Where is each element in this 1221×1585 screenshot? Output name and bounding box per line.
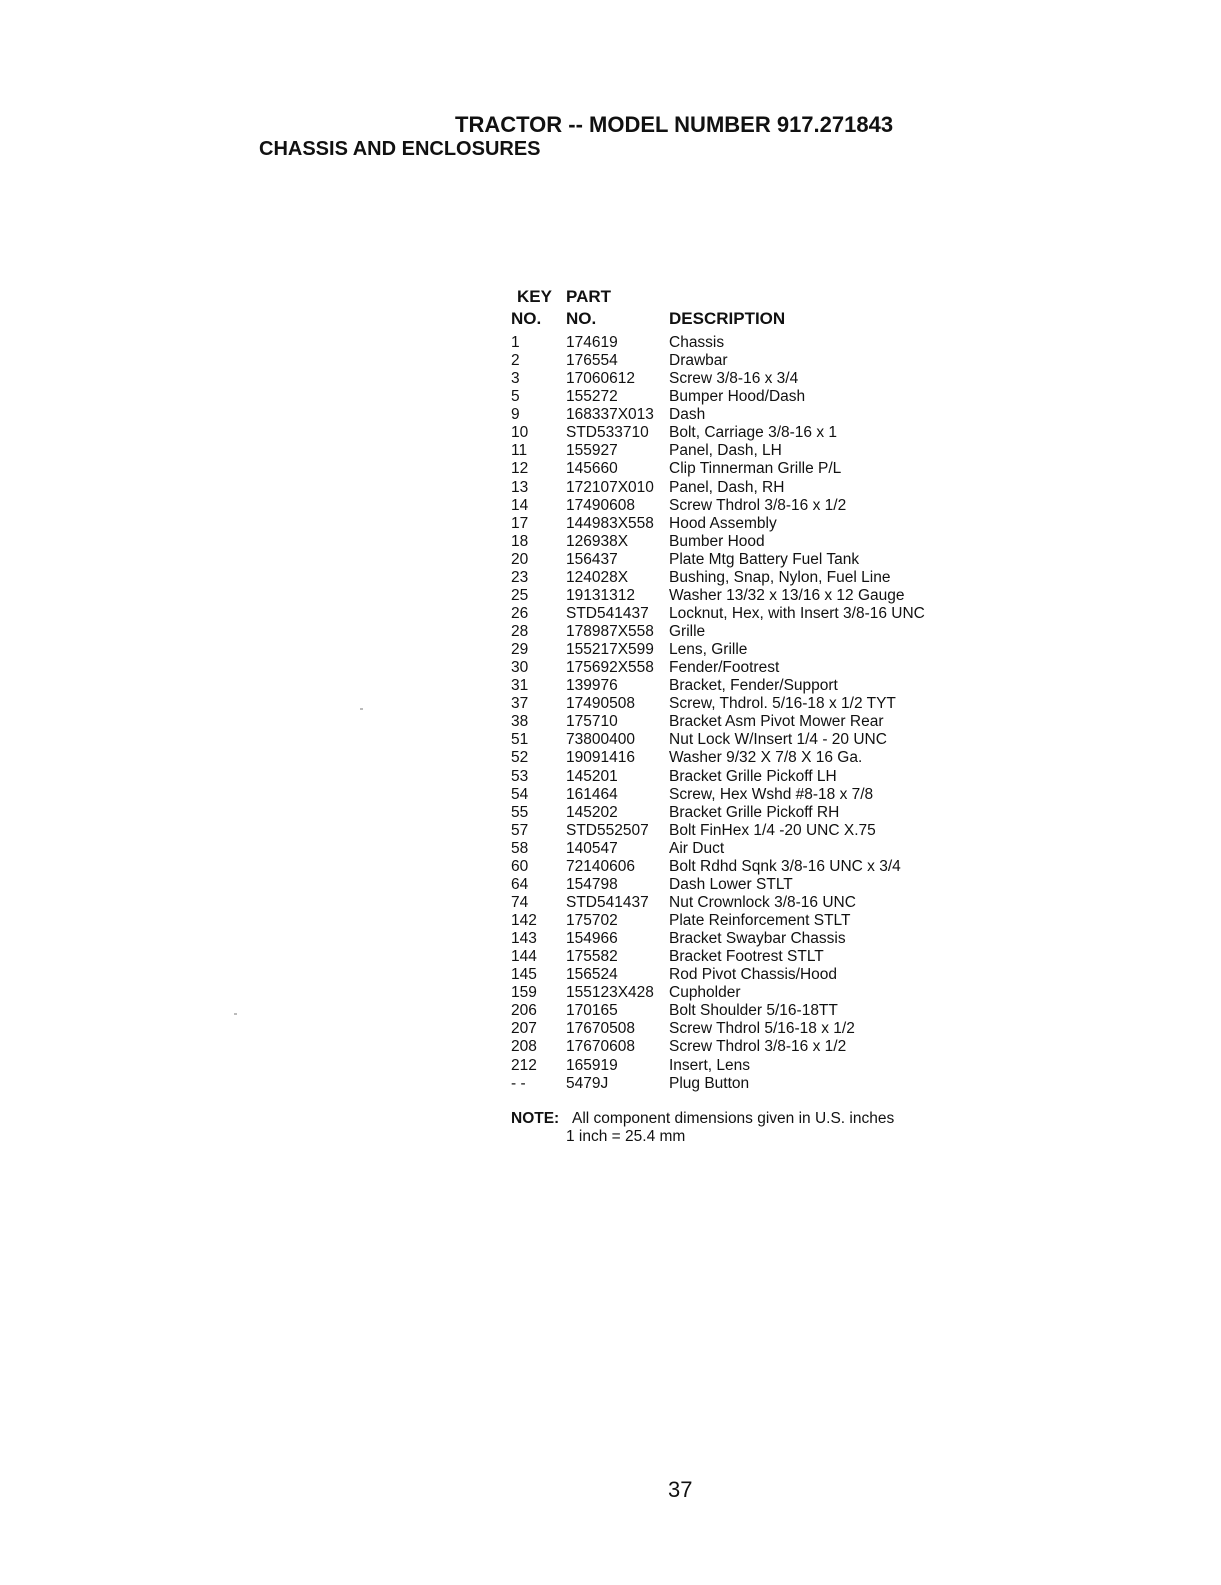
table-row <box>511 894 925 912</box>
part-number-cell: 155123X428 <box>566 984 654 1002</box>
description-cell: Grille <box>669 623 706 640</box>
key-number-cell: 38 <box>511 713 529 731</box>
description-cell: Drawbar <box>669 352 728 370</box>
part-number-cell: 145202 <box>566 803 618 821</box>
key-number-cell: 5 <box>511 388 520 406</box>
part-number-cell: 17670608 <box>566 1038 635 1056</box>
description-cell: Bumber Hood <box>669 532 765 550</box>
table-row <box>511 804 925 822</box>
part-number-cell: 175702 <box>566 912 618 929</box>
key-number-cell: 26 <box>511 604 529 622</box>
description-cell: Bushing, Snap, Nylon, Fuel Line <box>669 568 891 586</box>
part-number-cell: 154798 <box>566 875 618 893</box>
description-cell: Washer 9/32 X 7/8 X 16 Ga. <box>669 749 863 767</box>
page-number: 37 <box>668 1477 693 1502</box>
table-row <box>511 515 925 533</box>
table-row <box>511 623 925 641</box>
note-conversion: 1 inch = 25.4 mm <box>566 1128 686 1145</box>
note-label: NOTE: <box>511 1110 560 1127</box>
key-number-cell: 17 <box>511 514 529 532</box>
part-number-cell: 172107X010 <box>566 478 654 496</box>
table-row <box>511 948 925 966</box>
key-number-cell: 1 <box>511 334 520 351</box>
table-row <box>511 533 925 551</box>
key-number-cell: 58 <box>511 839 529 857</box>
description-cell: Bumper Hood/Dash <box>669 388 806 406</box>
table-row <box>511 497 925 515</box>
part-number-cell: 161464 <box>566 785 618 803</box>
table-row <box>511 406 925 424</box>
table-row <box>511 858 925 876</box>
key-number-cell: 143 <box>511 930 537 948</box>
description-cell: Plate Mtg Battery Fuel Tank <box>669 550 860 568</box>
key-header-line1: KEY <box>517 287 552 306</box>
description-cell: Washer 13/32 x 13/16 x 12 Gauge <box>669 586 905 604</box>
part-number-cell: 124028X <box>566 568 629 586</box>
part-number-cell: STD533710 <box>566 424 649 442</box>
key-number-cell: 144 <box>511 948 537 966</box>
description-cell: Bolt FinHex 1/4 -20 UNC X.75 <box>669 821 876 839</box>
description-cell: Bracket Footrest STLT <box>669 948 824 966</box>
table-row <box>511 334 925 352</box>
table-row <box>511 1075 925 1093</box>
description-cell: Nut Lock W/Insert 1/4 - 20 UNC <box>669 731 887 749</box>
description-cell: Bracket Swaybar Chassis <box>669 930 846 948</box>
description-cell: Dash Lower STLT <box>669 875 793 893</box>
key-number-cell: 14 <box>511 496 529 514</box>
key-number-cell: 142 <box>511 912 537 929</box>
table-row <box>511 1057 925 1075</box>
key-number-cell: 18 <box>511 532 529 550</box>
table-row <box>511 569 925 587</box>
note-text: All component dimensions given in U.S. inches <box>572 1110 895 1127</box>
description-cell: Screw, Thdrol. 5/16-18 x 1/2 TYT <box>669 695 896 713</box>
description-cell: Screw Thdrol 5/16-18 x 1/2 <box>669 1020 855 1038</box>
part-number-cell: 144983X558 <box>566 514 654 532</box>
description-cell: Bracket Grille Pickoff LH <box>669 767 837 785</box>
part-number-cell: STD552507 <box>566 821 649 839</box>
part-header-line1: PART <box>566 287 612 306</box>
parts-table <box>511 334 925 1093</box>
table-row <box>511 840 925 858</box>
description-cell: Cupholder <box>669 984 741 1002</box>
part-number-cell: 5479J <box>566 1074 609 1092</box>
key-header-line2: NO. <box>511 309 542 328</box>
key-number-cell: 64 <box>511 875 529 893</box>
part-number-cell: 19091416 <box>566 749 635 767</box>
key-number-cell: 37 <box>511 695 529 713</box>
key-number-cell: 28 <box>511 623 529 640</box>
description-cell: Nut Crownlock 3/8-16 UNC <box>669 893 856 911</box>
table-row <box>511 677 925 695</box>
key-number-cell: 3 <box>511 370 520 388</box>
table-row <box>511 659 925 677</box>
key-number-cell: 54 <box>511 785 529 803</box>
key-number-cell: 206 <box>511 1002 537 1020</box>
part-number-cell: 17490508 <box>566 695 635 713</box>
part-number-cell: 175710 <box>566 713 618 731</box>
key-number-cell: 2 <box>511 352 520 370</box>
description-cell: Bolt Rdhd Sqnk 3/8-16 UNC x 3/4 <box>669 857 901 875</box>
key-number-cell: - - <box>511 1074 526 1092</box>
table-row <box>511 713 925 731</box>
description-header: DESCRIPTION <box>669 309 786 328</box>
description-cell: Lens, Grille <box>669 641 748 659</box>
part-number-cell: 73800400 <box>566 731 635 749</box>
description-cell: Fender/Footrest <box>669 659 780 677</box>
key-number-cell: 23 <box>511 568 529 586</box>
part-number-cell: 156437 <box>566 550 618 568</box>
part-number-cell: 145201 <box>566 767 618 785</box>
part-number-cell: 126938X <box>566 532 629 550</box>
part-number-cell: 175582 <box>566 948 618 966</box>
table-row <box>511 388 925 406</box>
description-cell: Panel, Dash, LH <box>669 442 782 460</box>
table-row <box>511 786 925 804</box>
key-number-cell: 30 <box>511 659 529 677</box>
key-number-cell: 13 <box>511 478 529 496</box>
description-cell: Chassis <box>669 334 725 351</box>
key-number-cell: 55 <box>511 803 529 821</box>
key-number-cell: 20 <box>511 550 529 568</box>
table-row <box>511 822 925 840</box>
description-cell: Screw Thdrol 3/8-16 x 1/2 <box>669 496 847 514</box>
key-number-cell: 159 <box>511 984 537 1002</box>
part-number-cell: 19131312 <box>566 586 635 604</box>
key-number-cell: 9 <box>511 406 520 424</box>
part-number-cell: 155272 <box>566 388 618 406</box>
description-cell: Bracket Grille Pickoff RH <box>669 803 840 821</box>
part-number-cell: 174619 <box>566 334 618 351</box>
description-cell: Bolt, Carriage 3/8-16 x 1 <box>669 424 838 442</box>
section-subtitle: CHASSIS AND ENCLOSURES <box>259 138 541 160</box>
description-cell: Plate Reinforcement STLT <box>669 912 851 929</box>
description-cell: Dash <box>669 406 706 424</box>
description-cell: Screw Thdrol 3/8-16 x 1/2 <box>669 1038 847 1056</box>
part-number-cell: 145660 <box>566 460 618 478</box>
part-number-cell: 139976 <box>566 677 618 695</box>
description-cell: Screw 3/8-16 x 3/4 <box>669 370 799 388</box>
key-number-cell: 29 <box>511 641 529 659</box>
part-number-cell: 178987X558 <box>566 623 654 640</box>
part-number-cell: 168337X013 <box>566 406 654 424</box>
part-number-cell: 170165 <box>566 1002 618 1020</box>
part-number-cell: STD541437 <box>566 604 649 622</box>
table-row <box>511 370 925 388</box>
scan-speck <box>360 708 363 710</box>
part-number-cell: 140547 <box>566 839 618 857</box>
table-row <box>511 460 925 478</box>
description-cell: Panel, Dash, RH <box>669 478 785 496</box>
table-row <box>511 984 925 1002</box>
description-cell: Insert, Lens <box>669 1056 750 1074</box>
key-number-cell: 11 <box>511 442 528 460</box>
key-number-cell: 60 <box>511 857 529 875</box>
table-row <box>511 587 925 605</box>
table-row <box>511 966 925 984</box>
part-header-line2: NO. <box>566 309 597 328</box>
key-number-cell: 51 <box>511 731 529 749</box>
key-number-cell: 145 <box>511 966 537 984</box>
key-number-cell: 53 <box>511 767 529 785</box>
table-row <box>511 641 925 659</box>
key-number-cell: 57 <box>511 821 529 839</box>
table-row <box>511 1002 925 1020</box>
table-row <box>511 479 925 497</box>
table-row <box>511 912 925 930</box>
part-number-cell: 175692X558 <box>566 659 654 677</box>
table-row <box>511 442 925 460</box>
part-number-cell: 17670508 <box>566 1020 635 1038</box>
part-number-cell: STD541437 <box>566 893 649 911</box>
table-row <box>511 695 925 713</box>
part-number-cell: 154966 <box>566 930 618 948</box>
table-row <box>511 551 925 569</box>
part-number-cell: 165919 <box>566 1056 618 1074</box>
key-number-cell: 212 <box>511 1056 537 1074</box>
description-cell: Locknut, Hex, with Insert 3/8-16 UNC <box>669 604 925 622</box>
part-number-cell: 17490608 <box>566 496 635 514</box>
table-row <box>511 424 925 442</box>
part-number-cell: 156524 <box>566 966 618 984</box>
table-row <box>511 1020 925 1038</box>
part-number-cell: 72140606 <box>566 857 635 875</box>
part-number-cell: 155927 <box>566 442 618 460</box>
table-row <box>511 352 925 370</box>
table-row <box>511 749 925 767</box>
part-number-cell: 17060612 <box>566 370 635 388</box>
key-number-cell: 74 <box>511 893 529 911</box>
scan-speck <box>234 1013 237 1015</box>
table-row <box>511 605 925 623</box>
key-number-cell: 208 <box>511 1038 537 1056</box>
description-cell: Screw, Hex Wshd #8-18 x 7/8 <box>669 785 874 803</box>
key-number-cell: 31 <box>511 677 529 695</box>
description-cell: Bracket, Fender/Support <box>669 677 838 695</box>
part-number-cell: 155217X599 <box>566 641 654 659</box>
description-cell: Clip Tinnerman Grille P/L <box>669 460 842 478</box>
key-number-cell: 207 <box>511 1020 537 1038</box>
table-row <box>511 731 925 749</box>
key-number-cell: 52 <box>511 749 529 767</box>
parts-table-body <box>511 334 925 1093</box>
description-cell: Hood Assembly <box>669 514 777 532</box>
description-cell: Bracket Asm Pivot Mower Rear <box>669 713 884 731</box>
table-row <box>511 768 925 786</box>
part-number-cell: 176554 <box>566 352 618 370</box>
key-number-cell: 12 <box>511 460 529 478</box>
table-row <box>511 876 925 894</box>
description-cell: Plug Button <box>669 1074 750 1092</box>
description-cell: Bolt Shoulder 5/16-18TT <box>669 1002 838 1020</box>
key-number-cell: 25 <box>511 586 529 604</box>
description-cell: Rod Pivot Chassis/Hood <box>669 966 837 984</box>
page-title: TRACTOR -- MODEL NUMBER 917.271843 <box>455 112 894 137</box>
table-row <box>511 1038 925 1056</box>
key-number-cell: 10 <box>511 424 529 442</box>
description-cell: Air Duct <box>669 839 725 857</box>
table-row <box>511 930 925 948</box>
